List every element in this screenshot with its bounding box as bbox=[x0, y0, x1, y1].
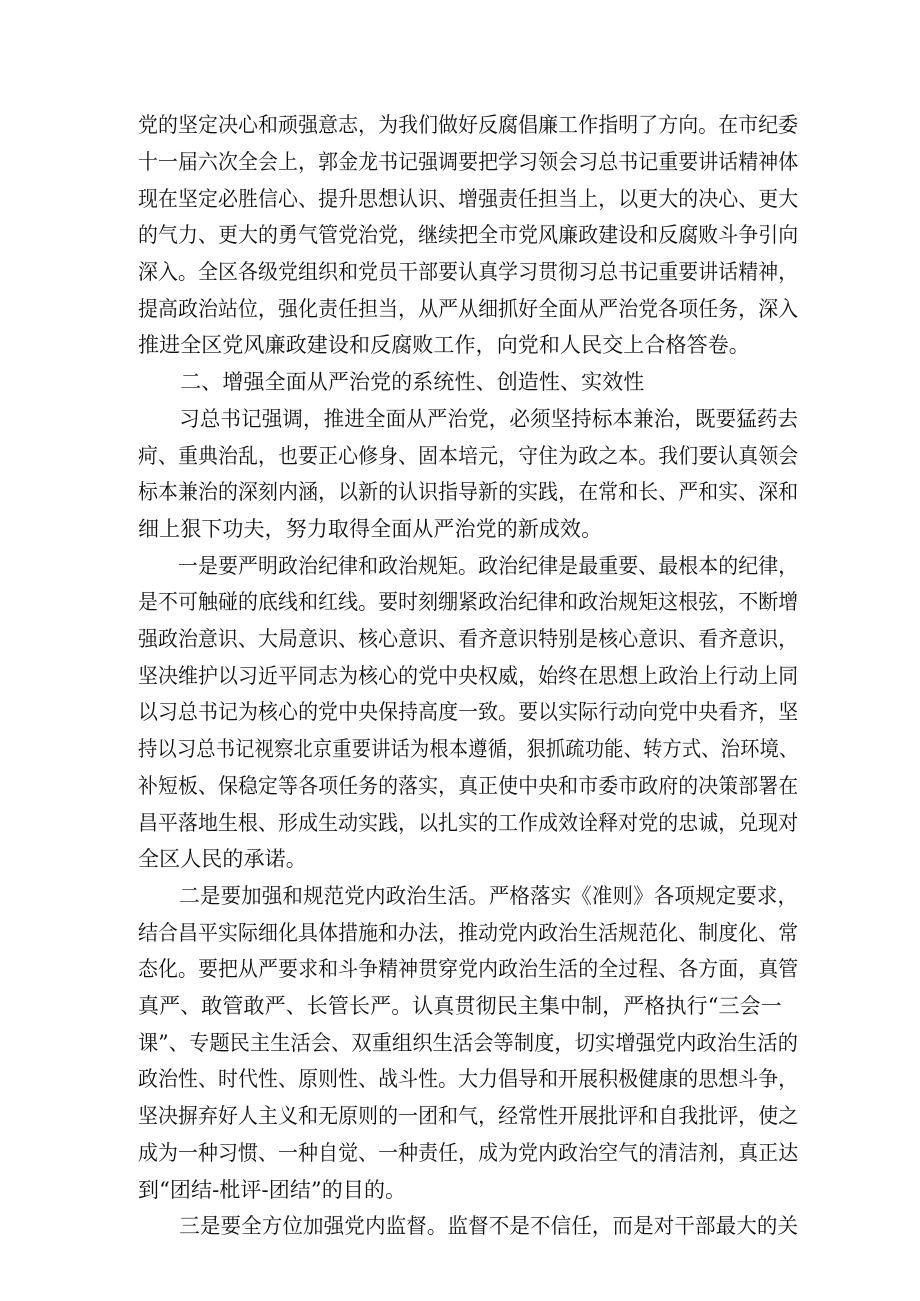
text-line: 党的坚定决心和顽强意志，为我们做好反腐倡廉工作指明了方向。在市纪委 bbox=[138, 113, 799, 137]
text-line: 真严、敢管敢严、长管长严。认真贯彻民主集中制，严格执行“三会一 bbox=[138, 994, 782, 1018]
text-line: 二是要加强和规范党内政治生活。严格落实《准则》各项规定要求， bbox=[138, 884, 799, 908]
text-line: 的气力、更大的勇气管党治党，继续把全市党风廉政建设和反腐败斗争引向 bbox=[138, 223, 799, 247]
text-line: 标本兼治的深刻内涵，以新的认识指导新的实践，在常和长、严和实、深和 bbox=[138, 480, 799, 504]
text-line: 深入。全区各级党组织和党员干部要认真学习贯彻习总书记重要讲话精神， bbox=[138, 260, 799, 284]
text-line: 三是要全方位加强党内监督。监督不是不信任，而是对干部最大的关 bbox=[138, 1214, 799, 1238]
text-line: 细上狠下功夫，努力取得全面从严治党的新成效。 bbox=[138, 517, 603, 541]
text-line: 课”、专题民主生活会、双重组织生活会等制度，切实增强党内政治生活的 bbox=[138, 1031, 799, 1055]
text-line: 坚决维护以习近平同志为核心的党中央权威，始终在思想上政治上行动上同 bbox=[138, 664, 799, 688]
text-line: 是不可触碰的底线和红线。要时刻绷紧政治纪律和政治规矩这根弦，不断增 bbox=[138, 590, 799, 614]
text-line: 推进全区党风廉政建设和反腐败工作，向党和人民交上合格答卷。 bbox=[138, 333, 750, 357]
text-line: 坚决摒弃好人主义和无原则的一团和气，经常性开展批评和自我批评，使之 bbox=[138, 1104, 799, 1128]
section-heading: 二、增强全面从严治党的系统性、创造性、实效性 bbox=[138, 370, 645, 394]
text-line: 成为一种习惯、一种自觉、一种责任，成为党内政治空气的清洁剂，真正达 bbox=[138, 1141, 799, 1165]
text-line: 政治性、时代性、原则性、战斗性。大力倡导和开展积极健康的思想斗争， bbox=[138, 1067, 799, 1091]
text-line: 态化。要把从严要求和斗争精神贯穿党内政治生活的全过程、各方面，真管 bbox=[138, 957, 799, 981]
text-line: 十一届六次全会上，郭金龙书记强调要把学习领会习总书记重要讲话精神体 bbox=[138, 150, 799, 174]
text-line: 疴、重典治乱，也要正心修身、固本培元，守住为政之本。我们要认真领会 bbox=[138, 444, 799, 468]
text-line: 现在坚定必胜信心、提升思想认识、增强责任担当上，以更大的决心、更大 bbox=[138, 187, 799, 211]
text-line: 结合昌平实际细化具体措施和办法，推动党内政治生活规范化、制度化、常 bbox=[138, 921, 799, 945]
text-line: 一是要严明政治纪律和政治规矩。政治纪律是最重要、最根本的纪律， bbox=[138, 554, 799, 578]
text-line: 以习总书记为核心的党中央保持高度一致。要以实际行动向党中央看齐，坚 bbox=[138, 700, 799, 724]
text-line: 昌平落地生根、形成生动实践，以扎实的工作成效诠释对党的忠诚，兑现对 bbox=[138, 811, 799, 835]
text-line: 全区人民的承诺。 bbox=[138, 847, 307, 871]
text-line: 提高政治站位，强化责任担当，从严从细抓好全面从严治党各项任务，深入 bbox=[138, 297, 799, 321]
text-line: 习总书记强调，推进全面从严治党，必须坚持标本兼治，既要猛药去 bbox=[138, 407, 799, 431]
text-line: 强政治意识、大局意识、核心意识、看齐意识特别是核心意识、看齐意识， bbox=[138, 627, 799, 651]
text-line: 到“团结-枇评-团结”的目的。 bbox=[138, 1178, 407, 1202]
text-line: 补短板、保稳定等各项任务的落实，真正使中央和市委市政府的决策部署在 bbox=[138, 774, 799, 798]
text-line: 持以习总书记视察北京重要讲话为根本遵循，狠抓疏功能、转方式、治环境、 bbox=[138, 737, 799, 761]
